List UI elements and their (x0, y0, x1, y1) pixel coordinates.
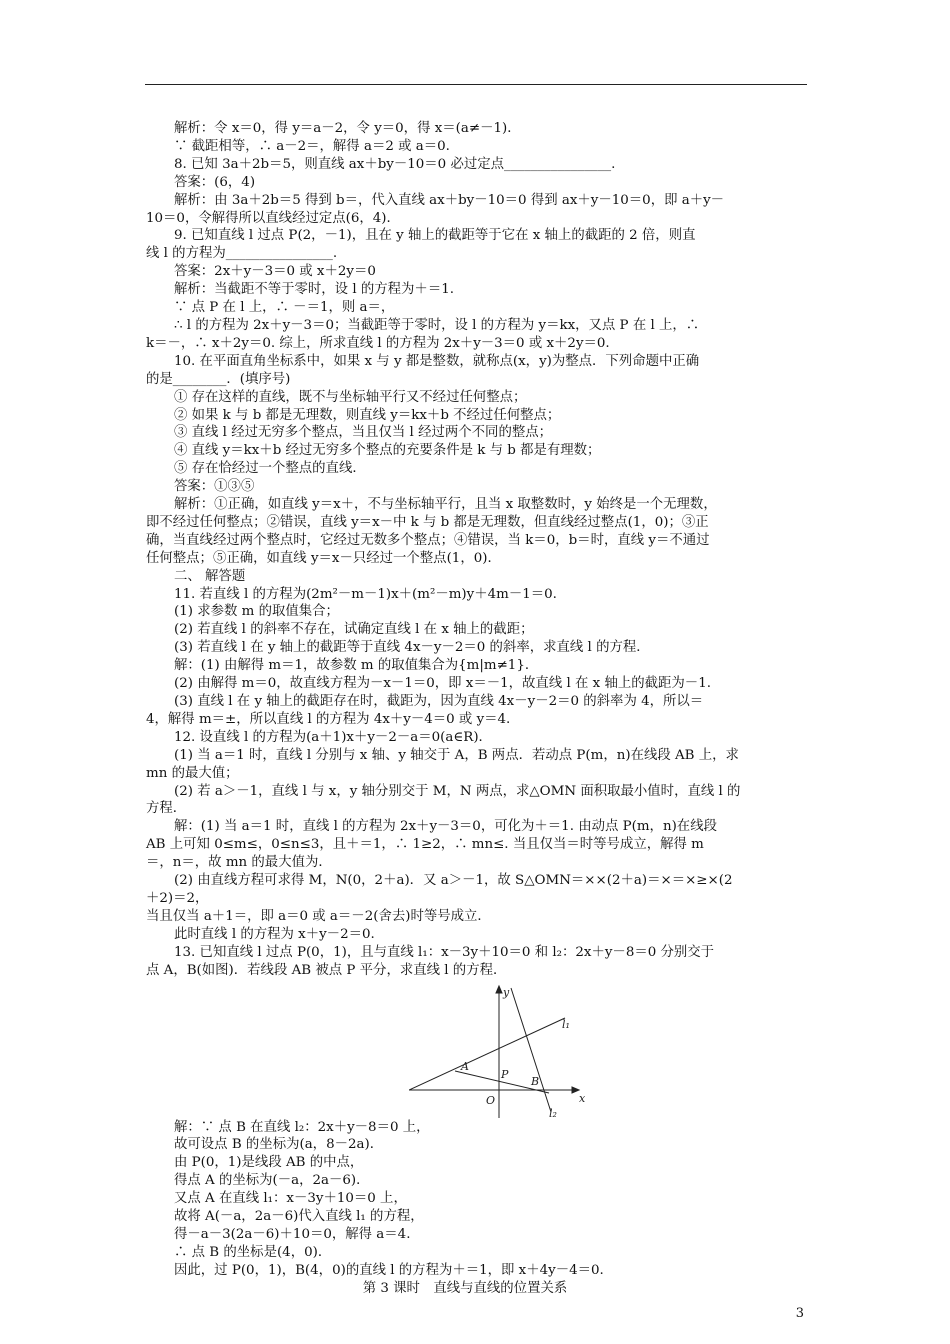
text-line: 9. 已知直线 l 过点 P(2，－1)，且在 y 轴上的截距等于它在 x 轴上的截距的 2 倍，则直 (174, 228, 696, 244)
text-line: 故可设点 B 的坐标为(a，8－2a)． (174, 1137, 384, 1153)
text-block-after-figure (146, 1119, 808, 1280)
text-line: (2) 若 a＞－1，直线 l 与 x，y 轴分别交于 M，N 两点，求△OMN 面积取最小值时，直线 l 的 (174, 783, 741, 799)
text-line: 得－a－3(2a－6)＋10＝0，解得 a＝4. (174, 1226, 411, 1242)
text-line: 因此，过 P(0，1)，B(4，0)的直线 l 的方程为＋＝1，即 x＋4y－4＝0. (174, 1262, 604, 1278)
text-line: 8. 已知 3a＋2b＝5，则直线 ax＋by－10＝0 必过定点________________. (174, 156, 616, 172)
text-line: 点 A，B(如图)．若线段 AB 被点 P 平分，求直线 l 的方程． (146, 962, 507, 978)
label-O: O (486, 1093, 496, 1107)
text-line: 故将 A(－a，2a－6)代入直线 l₁ 的方程， (174, 1209, 424, 1225)
document-body (146, 120, 808, 1298)
text-line: 10. 在平面直角坐标系中，如果 x 与 y 都是整数，就称点(x，y)为整点．下列命题中正确 (174, 353, 700, 369)
text-line: (3) 直线 l 在 y 轴上的截距存在时，截距为，因为直线 4x－y－2＝0 的斜率为 4，所以＝ (174, 694, 704, 709)
text-line: 解析：由 3a＋2b＝5 得到 b＝，代入直线 ax＋by－10＝0 得到 ax＋y－10＝0，即 a＋y－ (174, 192, 725, 208)
label-y: y (503, 985, 510, 999)
text-line: 解析：①正确，如直线 y＝x＋，不与坐标轴平行，且当 x 取整数时，y 始终是一个无理数， (174, 497, 717, 513)
text-block-before-figure (146, 120, 808, 980)
text-line: 得点 A 的坐标为(－a，2a－6)． (174, 1173, 370, 1189)
text-line: 二、 解答题 (174, 568, 246, 584)
text-line: ④ 直线 y＝kx＋b 经过无穷多个整点的充要条件是 k 与 b 都是有理数； (174, 443, 601, 459)
text-line: ∵ 点 P 在 l 上，∴ －＝1，则 a＝， (174, 300, 395, 316)
y-axis-arrow (496, 986, 502, 993)
text-line: ＋2)＝2， (146, 890, 209, 906)
text-line: 解析：令 x＝0，得 y＝a－2，令 y＝0，得 x＝(a≠－1)． (174, 121, 521, 136)
text-line: ∴ 点 B 的坐标是(4，0)． (174, 1244, 332, 1260)
text-line: 由 P(0，1)是线段 AB 的中点， (174, 1155, 364, 1171)
text-line: 当且仅当 a＋1＝，即 a＝0 或 a＝－2(舍去)时等号成立． (146, 908, 491, 924)
text-line: (1) 当 a＝1 时，直线 l 分别与 x 轴、y 轴交于 A，B 两点．若动点 P(m，n)在线段 AB 上，求 (174, 747, 739, 763)
text-line: ⑤ 存在恰经过一个整点的直线． (174, 461, 366, 477)
text-line: 解析：当截距不等于零时，设 l 的方程为＋＝1. (174, 282, 454, 298)
text-line: k＝－，∴ x＋2y＝0. 综上，所求直线 l 的方程为 2x＋y－3＝0 或 x＋2y＝0. (146, 335, 610, 351)
text-line: 即不经过任何整点；②错误，直线 y＝x－中 k 与 b 都是无理数，但直线经过整点(1，0)；③正 (146, 514, 709, 530)
label-P: P (501, 1067, 509, 1081)
label-x: x (579, 1091, 586, 1105)
text-line: 确，当直线经过两个整点时，它经过无数多个整点；④错误，当 k＝0，b＝时，直线 y＝不通过 (146, 532, 710, 548)
text-line: 的是________．(填序号) (146, 371, 291, 387)
text-line: 解：(1) 当 a＝1 时，直线 l 的方程为 2x＋y－3＝0，可化为＋＝1. 由动点 P(m，n)在线段 (174, 819, 717, 835)
text-line: mn 的最大值； (146, 765, 239, 781)
text-line: ∵ 截距相等，∴ a－2＝，解得 a＝2 或 a＝0. (174, 138, 450, 154)
section-title: 第 3 课时 直线与直线的位置关系 (362, 1280, 568, 1296)
text-line: 解：∵ 点 B 在直线 l₂：2x＋y－8＝0 上， (174, 1119, 430, 1135)
label-l2: l₂ (549, 1106, 557, 1119)
text-line: (2) 由直线方程可求得 M，N(0，2＋a)．又 a＞－1，故 S△OMN＝××(2＋a)＝×＝×≥×(2 (174, 873, 733, 889)
text-line: ③ 直线 l 经过无穷多个整点，当且仅当 l 经过两个不同的整点； (174, 425, 553, 441)
text-line: 此时直线 l 的方程为 x＋y－2＝0. (174, 926, 375, 942)
text-line: ∴ l 的方程为 2x＋y－3＝0；当截距等于零时，设 l 的方程为 y＝kx，又点 P 在 l 上，∴ (174, 317, 700, 333)
geometry-figure (409, 984, 589, 1119)
text-line: 任何整点；⑤正确，如直线 y＝x－只经过一个整点(1，0)． (146, 550, 501, 566)
text-line: ② 如果 k 与 b 都是无理数，则直线 y＝kx＋b 不经过任何整点； (174, 407, 561, 423)
header-rule (145, 84, 807, 85)
text-line: 解：(1) 由解得 m＝1，故参数 m 的取值集合为{m|m≠1}． (174, 658, 539, 674)
text-line: 4，解得 m＝±，所以直线 l 的方程为 4x＋y－4＝0 或 y＝4. (146, 711, 511, 727)
page-number: 3 (795, 1306, 804, 1321)
text-line: 答案：2x＋y－3＝0 或 x＋2y＝0 (174, 264, 376, 280)
label-l1: l₁ (562, 1017, 570, 1031)
text-line: (2) 若直线 l 的斜率不存在，试确定直线 l 在 x 轴上的截距； (174, 622, 534, 638)
text-line: (3) 若直线 l 在 y 轴上的截距等于直线 4x－y－2＝0 的斜率，求直线 l 的方程． (174, 640, 650, 656)
label-A: A (461, 1059, 469, 1073)
text-line: ① 存在这样的直线，既不与坐标轴平行又不经过任何整点； (174, 389, 527, 405)
text-line: 13. 已知直线 l 过点 P(0，1)，且与直线 l₁：x－3y＋10＝0 和 l₂：2x＋y－8＝0 分别交于 (174, 944, 715, 960)
text-line: AB 上可知 0≤m≤，0≤n≤3，且＋＝1，∴ 1≥2，∴ mn≤. 当且仅当＝时等号成立，解得 m (146, 837, 704, 853)
text-line: ＝，n＝，故 mn 的最大值为． (146, 855, 332, 871)
x-axis-arrow (572, 1087, 579, 1093)
text-line: 线 l 的方程为________________. (146, 246, 338, 262)
text-line: 答案：①③⑤ (174, 479, 255, 495)
text-line: (2) 由解得 m＝0，故直线方程为－x－1＝0，即 x＝－1，故直线 l 在 x 轴上的截距为－1. (174, 676, 711, 692)
line-l1 (409, 1018, 565, 1090)
text-line: 答案：(6，4) (174, 174, 256, 190)
text-line: 10＝0，令解得所以直线经过定点(6，4)． (146, 210, 400, 226)
text-line: 又点 A 在直线 l₁：x－3y＋10＝0 上， (174, 1191, 407, 1207)
text-line: 11. 若直线 l 的方程为(2m²－m－1)x＋(m²－m)y＋4m－1＝0. (174, 586, 557, 602)
text-line: 方程． (146, 801, 187, 817)
line-l2 (511, 988, 551, 1112)
text-line: (1) 求参数 m 的取值集合； (174, 604, 339, 620)
label-B: B (531, 1074, 540, 1088)
text-line: 12. 设直线 l 的方程为(a＋1)x＋y－2－a＝0(a∈R)． (174, 729, 492, 745)
